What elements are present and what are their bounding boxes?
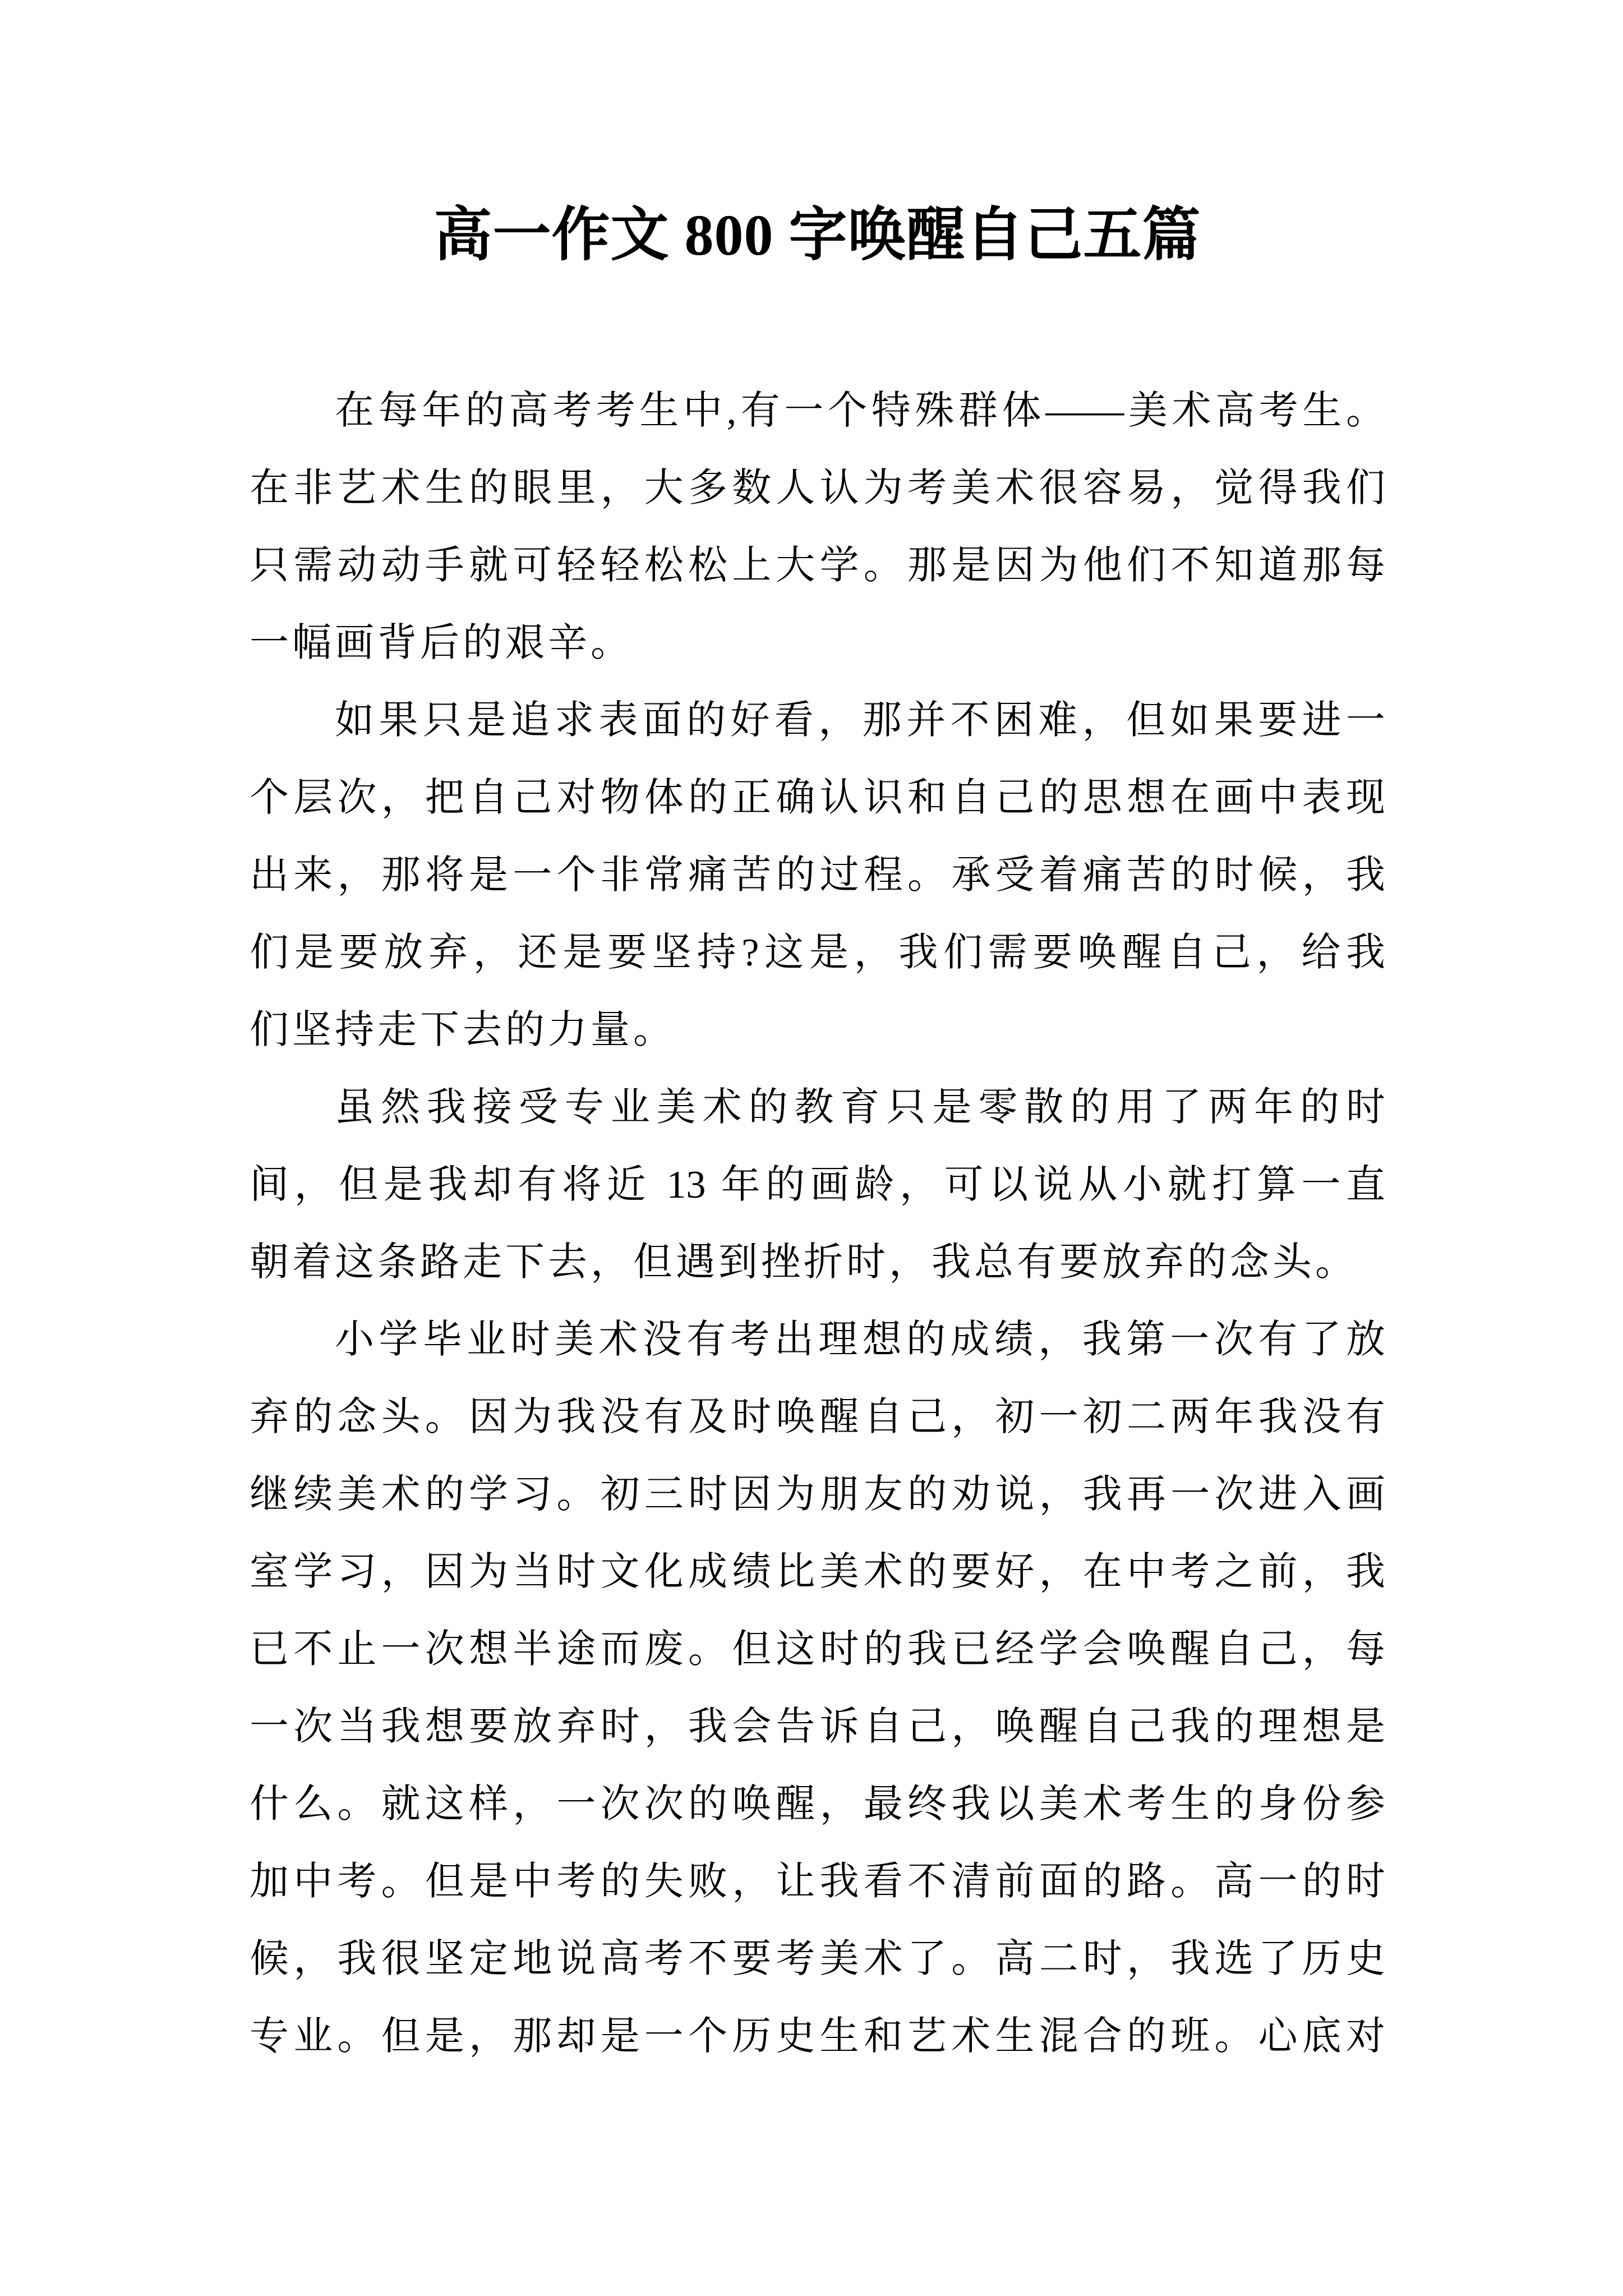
document-title: 高一作文 800 字唤醒自己五篇: [434, 203, 1201, 268]
text-line: 一次当我想要放弃时，我会告诉自己，唤醒自己我的理想是: [250, 1705, 1385, 1749]
text-line: 在每年的高考考生中,有一个特殊群体——美术高考生。: [335, 389, 1385, 432]
text-line: 已不止一次想半途而废。但这时的我已经学会唤醒自己，每: [250, 1628, 1385, 1671]
text-line: 小学毕业时美术没有考出理想的成绩，我第一次有了放: [335, 1318, 1385, 1361]
text-line: 只需动动手就可轻轻松松上大学。那是因为他们不知道那每: [250, 544, 1385, 587]
text-line: 们是要放弃，还是要坚持?这是，我们需要唤醒自己，给我: [250, 931, 1385, 974]
text-line: 们坚持走下去的力量。: [250, 1009, 676, 1052]
text-line: 虽然我接受专业美术的教育只是零散的用了两年的时: [335, 1086, 1385, 1129]
text-line: 个层次，把自己对物体的正确认识和自己的思想在画中表现: [250, 776, 1385, 820]
text-line: 继续美术的学习。初三时因为朋友的劝说，我再一次进入画: [250, 1473, 1385, 1516]
text-line: 朝着这条路走下去，但遇到挫折时，我总有要放弃的念头。: [250, 1241, 1358, 1284]
text-line: 间，但是我却有将近 13 年的画龄，可以说从小就打算一直: [250, 1163, 1385, 1207]
essay-body: [250, 372, 1385, 2076]
text-line: 一幅画背后的艰辛。: [250, 622, 633, 665]
text-line: 加中考。但是中考的失败，让我看不清前面的路。高一的时: [250, 1860, 1385, 1903]
text-line: 候，我很坚定地说高考不要考美术了。高二时，我选了历史: [250, 1938, 1385, 1981]
text-line: 专业。但是，那却是一个历史生和艺术生混合的班。心底对: [250, 2015, 1385, 2058]
text-line: 在非艺术生的眼里，大多数人认为考美术很容易，觉得我们: [250, 467, 1385, 510]
text-line: 如果只是追求表面的好看，那并不困难，但如果要进一: [335, 699, 1385, 742]
text-line: 出来，那将是一个非常痛苦的过程。承受着痛苦的时候，我: [250, 854, 1385, 897]
text-line: 弃的念头。因为我没有及时唤醒自己，初一初二两年我没有: [250, 1396, 1385, 1439]
text-line: 什么。就这样，一次次的唤醒，最终我以美术考生的身份参: [250, 1783, 1385, 1826]
text-line: 室学习，因为当时文化成绩比美术的要好，在中考之前，我: [250, 1550, 1385, 1594]
